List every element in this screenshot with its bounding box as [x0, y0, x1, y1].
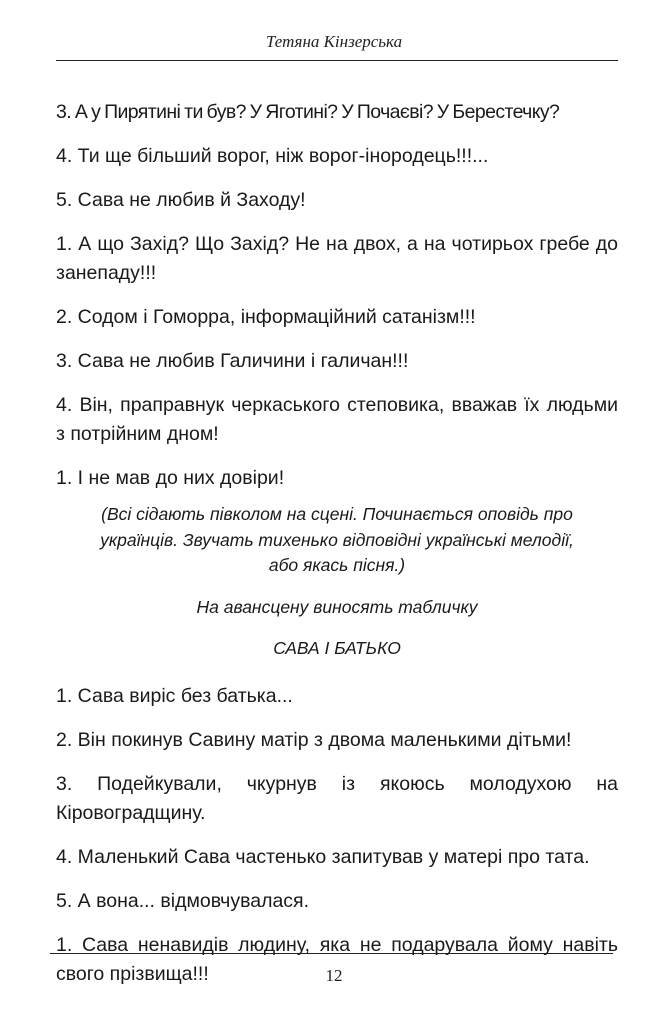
header-rule: [56, 60, 618, 61]
dialogue-line: 4. Він, праправнук черкаського степовика, вважав їх людьми з потрійним дном!: [56, 394, 618, 445]
dialogue-line: 1. Сава ненавидів людину, яка не подарувала йому навіть свого прізвища!!!: [56, 933, 618, 985]
running-head: Тетяна Кінзерська: [265, 32, 403, 51]
dialogue-line: 3. А у Пирятині ти був? У Яготині? У Почаєві? У Берестечку?: [56, 101, 560, 123]
dialogue-line: 4. Маленький Сава частенько запитував у матері про тата.: [56, 845, 590, 868]
dialogue-line: 3. Подейкували, чкурнув із якоюсь молодухою на Кіровоградщину.: [56, 772, 618, 824]
section-title: САВА І БАТЬКО: [273, 638, 401, 658]
dialogue-line: 5. А вона... відмовчувалася.: [56, 889, 310, 912]
dialogue-line: 1. Сава виріс без батька...: [56, 684, 293, 707]
stage-sign: На авансцену виносять табличку: [196, 596, 478, 617]
dialogue-line: 5. Сава не любив й Заходу!: [56, 189, 306, 211]
page-body: [56, 98, 618, 1004]
dialogue-line: 3. Сава не любив Галичини і галичан!!!: [56, 350, 409, 372]
dialogue-line: 2. Содом і Гоморра, інформаційний сатанізм!!!: [56, 306, 476, 328]
footer-rule: [50, 953, 613, 954]
dialogue-line: 1. А що Захід? Що Захід? Не на двох, а на чотирьох гребе до занепаду!!!: [56, 233, 618, 284]
stage-direction: (Всі сідають півколом на сцені. Починається оповідь про українців. Звучать тихенько відповідні українські мелодії, або якась пісня.): [100, 504, 574, 575]
dialogue-line: 4. Ти ще більший ворог, ніж ворог-інородець!!!...: [56, 145, 489, 167]
dialogue-line: 1. І не мав до них довіри!: [56, 467, 285, 489]
page-number: 12: [325, 966, 343, 985]
dialogue-line: 2. Він покинув Савину матір з двома маленькими дітьми!: [56, 728, 572, 751]
